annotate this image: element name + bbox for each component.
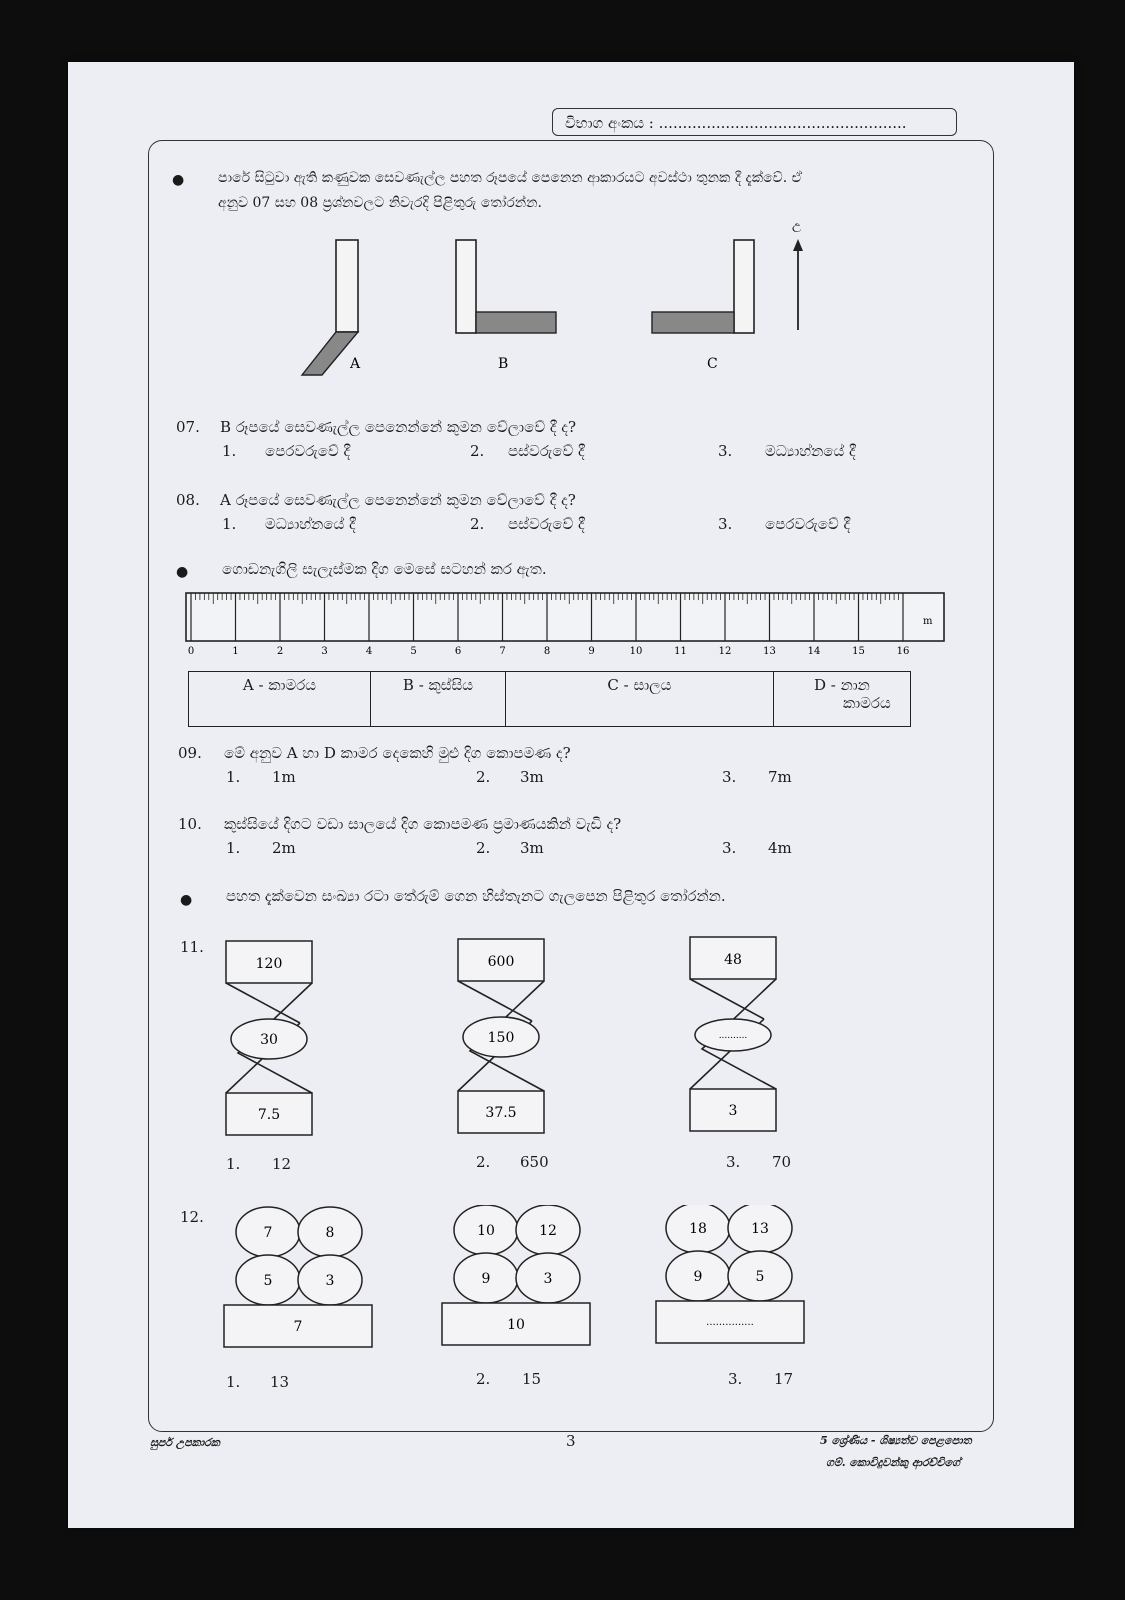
bullet: ●	[176, 564, 189, 580]
q09-number: 09.	[178, 744, 202, 762]
q07-opt2-text[interactable]: පස්වරුවේ දී	[508, 442, 585, 460]
ruler-tick-label: 3	[321, 646, 328, 657]
ruler-tick-label: 15	[852, 646, 865, 657]
exam-index-box	[552, 108, 957, 136]
q11-fig3-top: 48	[724, 952, 742, 968]
ruler	[185, 592, 950, 664]
footer-right-1: 5 ශ්‍රේණිය - ශිෂ්‍යත්ව පෙළපොත	[820, 1434, 972, 1447]
q10-opt3-num[interactable]: 3.	[722, 839, 737, 857]
figure-a	[302, 240, 361, 375]
room-d-line1: D - නාන	[813, 676, 870, 694]
q12-fig3-c3: 9	[693, 1269, 703, 1285]
bullet: ●	[172, 172, 185, 188]
q12-fig2-c4: 3	[543, 1271, 553, 1287]
q08-opt3-text[interactable]: පෙරවරුවේ දී	[765, 515, 851, 533]
ruler-tick-label: 1	[232, 646, 239, 657]
q11-number: 11.	[180, 938, 204, 956]
ruler-tick-label: 0	[187, 646, 195, 657]
intro-pattern: පහත දැක්වෙන සංඛ්‍යා රටා තේරුම් ගෙන හිස්තැනට ගැලපෙන පිළිතුර තෝරන්න.	[226, 887, 726, 905]
intro-shadow-2: අනුව 07 සහ 08 ප්‍රශ්නවලට නිවැරදි පිළිතුරු තෝරන්න.	[218, 195, 542, 211]
room-d-line2: කාමරය	[843, 694, 891, 712]
q07-number: 07.	[176, 418, 200, 436]
intro-building: ගොඩනැගිලි සැලැස්මක දිග මෙසේ සටහන් කර ඇත.	[222, 560, 547, 578]
q11-opt1-num[interactable]: 1.	[226, 1155, 241, 1173]
q08-opt2-text[interactable]: පස්වරුවේ දී	[508, 515, 585, 533]
q10-text: කුස්සියේ දිගට වඩා සාලයේ දිග කොපමණ ප්‍රමාණයකින් වැඩි ද?	[224, 815, 622, 833]
ruler-tick-label: 10	[629, 646, 643, 657]
q07-opt3-text[interactable]: මධ්‍යාහ්නයේ දී	[765, 442, 856, 460]
q08-opt1-text[interactable]: මධ්‍යාහ්නයේ දී	[265, 515, 356, 533]
q12-opt2-text[interactable]: 15	[522, 1370, 542, 1388]
q12-figure-3	[656, 1205, 804, 1343]
q11-fig1-bot: 7.5	[257, 1107, 281, 1123]
figure-c-label: C	[707, 356, 718, 372]
q11-opt3-text[interactable]: 70	[772, 1153, 792, 1171]
q12-fig2-c1: 10	[477, 1223, 495, 1239]
ruler-tick-label: 2	[276, 646, 284, 657]
q11-fig2-top: 600	[487, 954, 515, 970]
q09-opt2-text[interactable]: 3m	[520, 768, 544, 786]
page-number: 3	[566, 1432, 576, 1450]
ruler-tick-label: 4	[365, 646, 373, 657]
q12-fig3-c2: 13	[751, 1221, 769, 1237]
ruler-tick-label: 11	[674, 646, 687, 657]
q11-opt3-num[interactable]: 3.	[726, 1153, 741, 1171]
q11-figure-1	[226, 941, 312, 1135]
north-label: උ	[792, 218, 802, 232]
q11-fig3-bot: 3	[728, 1103, 738, 1119]
q09-opt3-text[interactable]: 7m	[768, 768, 792, 786]
q11-opt1-text[interactable]: 12	[272, 1155, 292, 1173]
intro-shadow: පාරේ සිටුවා ඇති කණුවක සෙවණැල්ල පහත රූපයේ පෙනෙන ආකාරයට අවස්ථා තුනක දී දැක්වේ. ඒ	[218, 170, 803, 186]
q11-figures	[220, 935, 800, 1137]
figure-a-label: A	[350, 356, 361, 372]
q07-opt3-num[interactable]: 3.	[718, 442, 733, 460]
q10-opt3-text[interactable]: 4m	[768, 839, 792, 857]
exam-index-label: විභාග අංකය :	[565, 114, 654, 132]
footer-left: සුපර් උපකාරක	[150, 1436, 220, 1449]
q12-fig3-box: ...............	[706, 1317, 754, 1328]
ruler-tick-label: 13	[763, 646, 776, 657]
q12-opt3-num[interactable]: 3.	[728, 1370, 743, 1388]
q08-number: 08.	[176, 491, 200, 509]
ruler-tick-label: 16	[896, 646, 910, 657]
q10-number: 10.	[178, 815, 202, 833]
ruler-unit: m	[923, 616, 933, 627]
q12-fig1-c4: 3	[325, 1273, 335, 1289]
q09-opt1-num[interactable]: 1.	[226, 768, 241, 786]
q11-fig1-mid: 30	[260, 1032, 278, 1048]
q12-fig3-c4: 5	[755, 1269, 765, 1285]
q11-opt2-text[interactable]: 650	[520, 1153, 549, 1171]
figure-c	[652, 240, 754, 372]
q08-text: A රූපයේ සෙවණැල්ල පෙනෙන්නේ කුමන වේලාවේ දී ද?	[220, 491, 576, 509]
q08-opt2-num[interactable]: 2.	[470, 515, 485, 533]
figure-b-label: B	[498, 356, 509, 372]
rooms-table	[188, 671, 911, 727]
exam-index-dots: ....................................................	[658, 114, 907, 132]
shadow-figures	[290, 215, 830, 385]
q08-opt3-num[interactable]: 3.	[718, 515, 733, 533]
ruler-tick-label: 8	[543, 646, 551, 657]
q12-number: 12.	[180, 1208, 204, 1226]
q12-fig3-c1: 18	[689, 1221, 707, 1237]
q07-opt1-text[interactable]: පෙරවරුවේ දී	[265, 442, 351, 460]
ruler-tick-label: 5	[410, 646, 417, 657]
q09-opt2-num[interactable]: 2.	[476, 768, 491, 786]
q12-opt2-num[interactable]: 2.	[476, 1370, 491, 1388]
figure-b	[456, 240, 556, 372]
q11-fig2-mid: 150	[487, 1030, 515, 1046]
bullet: ●	[180, 892, 193, 908]
q12-fig1-c3: 5	[263, 1273, 273, 1289]
ruler-tick-label: 12	[718, 646, 732, 657]
q07-opt1-num[interactable]: 1.	[222, 442, 237, 460]
q10-opt2-num[interactable]: 2.	[476, 839, 491, 857]
q11-opt2-num[interactable]: 2.	[476, 1153, 491, 1171]
ruler-tick-label: 6	[454, 646, 462, 657]
q12-fig1-c2: 8	[325, 1225, 335, 1241]
room-b: B - කුස්සිය	[371, 672, 506, 727]
q12-opt1-text[interactable]: 13	[270, 1373, 290, 1391]
q11-figure-3	[690, 937, 776, 1131]
q12-fig2-box: 10	[507, 1317, 525, 1333]
q12-fig1-c1: 7	[263, 1225, 273, 1241]
q09-opt1-text[interactable]: 1m	[272, 768, 296, 786]
q11-fig3-mid: ..........	[718, 1031, 748, 1041]
q12-fig2-c2: 12	[539, 1223, 557, 1239]
footer-right-2: ගම්. කොවිදුවන්කු ආරච්චිගේ	[826, 1456, 960, 1469]
q09-opt3-num[interactable]: 3.	[722, 768, 737, 786]
room-d	[773, 672, 910, 727]
q10-opt2-text[interactable]: 3m	[520, 839, 544, 857]
ruler-tick-label: 7	[499, 646, 506, 657]
q10-opt1-text[interactable]: 2m	[272, 839, 296, 857]
q10-opt1-num[interactable]: 1.	[226, 839, 241, 857]
room-c: C - සාලය	[506, 672, 774, 727]
q08-opt1-num[interactable]: 1.	[222, 515, 237, 533]
q12-figures	[220, 1205, 810, 1350]
q11-figure-2	[458, 939, 544, 1133]
ruler-tick-label: 14	[807, 646, 821, 657]
ruler-tick-label: 9	[588, 646, 595, 657]
q12-fig1-box: 7	[293, 1319, 303, 1335]
q12-opt1-num[interactable]: 1.	[226, 1373, 241, 1391]
q12-figure-1	[224, 1207, 372, 1347]
q07-opt2-num[interactable]: 2.	[470, 442, 485, 460]
q11-fig2-bot: 37.5	[485, 1105, 517, 1121]
north-arrow-icon	[792, 218, 803, 330]
q12-fig2-c3: 9	[481, 1271, 491, 1287]
q12-opt3-text[interactable]: 17	[774, 1370, 794, 1388]
room-a: A - කාමරය	[189, 672, 371, 727]
q11-fig1-top: 120	[255, 956, 283, 972]
q07-text: B රූපයේ සෙවණැල්ල පෙනෙන්නේ කුමන වේලාවේ දී ද?	[220, 418, 577, 436]
q09-text: මේ අනුව A හා D කාමර දෙකෙහි මුළු දිග කොපමණ ද?	[224, 744, 571, 762]
q12-figure-2	[442, 1205, 590, 1345]
